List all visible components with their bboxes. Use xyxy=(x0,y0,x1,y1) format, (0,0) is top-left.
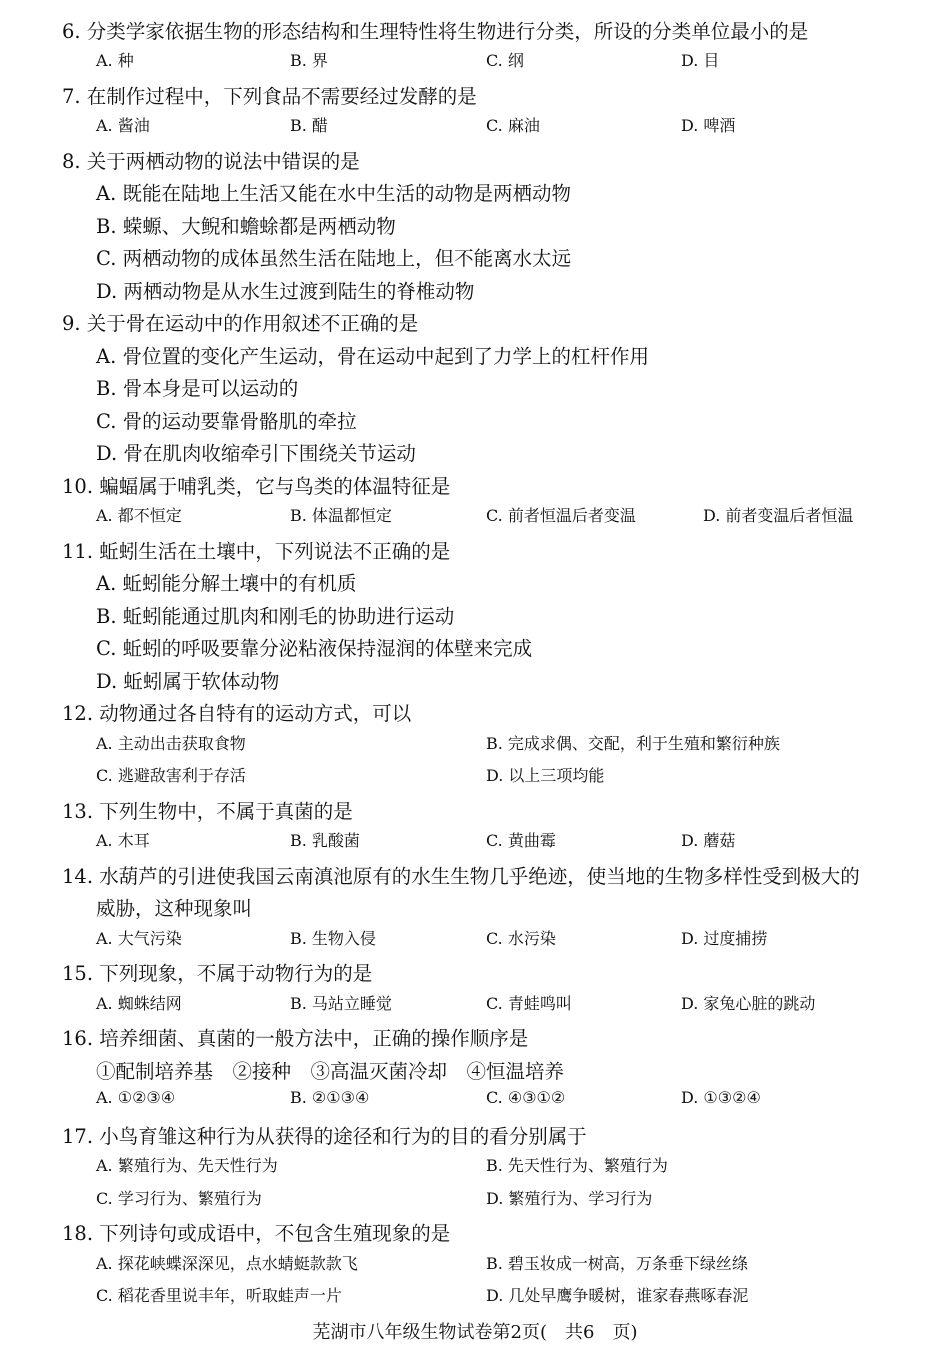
option: D. 啤酒 xyxy=(681,116,736,135)
question-13-options xyxy=(0,828,950,860)
option: C. 纲 xyxy=(486,51,524,70)
option: B. 马站立睡觉 xyxy=(290,994,392,1013)
option: A. 骨位置的变化产生运动，骨在运动中起到了力学上的杠杆作用 xyxy=(96,345,649,368)
question-6-options xyxy=(0,48,950,80)
option: B. 蚯蚓能通过肌肉和刚毛的协助进行运动 xyxy=(96,605,455,628)
option: C. 麻油 xyxy=(486,116,540,135)
option: B. 完成求偶、交配，利于生殖和繁衍种族 xyxy=(486,734,780,753)
option: B. ②①③④ xyxy=(290,1088,370,1107)
option: D. ①③②④ xyxy=(681,1088,761,1107)
option: B. 乳酸菌 xyxy=(290,831,360,850)
option: B. 蝾螈、大鲵和蟾蜍都是两栖动物 xyxy=(96,215,396,238)
question-16-stem: 16. 培养细菌、真菌的一般方法中，正确的操作顺序是 xyxy=(62,1027,529,1050)
option: C. 逃避敌害利于存活 xyxy=(96,766,246,785)
option: A. 蚯蚓能分解土壤中的有机质 xyxy=(96,572,357,595)
option: C. 骨的运动要靠骨骼肌的牵拉 xyxy=(96,410,357,433)
option: B. 醋 xyxy=(290,116,328,135)
question-10-stem: 10. 蝙蝠属于哺乳类，它与鸟类的体温特征是 xyxy=(62,475,451,498)
option: C. 蚯蚓的呼吸要靠分泌粘液保持湿润的体壁来完成 xyxy=(96,637,533,660)
option: A. 蜘蛛结网 xyxy=(96,994,182,1013)
option: A. 繁殖行为、先天性行为 xyxy=(96,1156,278,1175)
option: D. 两栖动物是从水生过渡到陆生的脊椎动物 xyxy=(96,280,475,303)
option: B. 骨本身是可以运动的 xyxy=(96,377,299,400)
option: C. 稻花香里说丰年，听取蛙声一片 xyxy=(96,1286,342,1305)
option: A. 主动出击获取食物 xyxy=(96,734,246,753)
question-13-stem: 13. 下列生物中，不属于真菌的是 xyxy=(62,800,353,823)
option: D. 繁殖行为、学习行为 xyxy=(486,1189,653,1208)
question-12-options-row2 xyxy=(0,763,950,795)
option: C. 学习行为、繁殖行为 xyxy=(96,1189,262,1208)
question-6-stem: 6. 分类学家依据生物的形态结构和生理特性将生物进行分类，所设的分类单位最小的是 xyxy=(62,20,809,43)
question-15-options xyxy=(0,991,950,1023)
option: A. 大气污染 xyxy=(96,929,182,948)
option: C. 青蛙鸣叫 xyxy=(486,994,572,1013)
option: A. 木耳 xyxy=(96,831,150,850)
option: D. 几处早鹰争暖树，谁家春燕啄春泥 xyxy=(486,1286,749,1305)
option: A. 种 xyxy=(96,51,134,70)
option: B. 碧玉妆成一树高，万条垂下绿丝绦 xyxy=(486,1254,748,1273)
question-16-steps: ①配制培养基 ②接种 ③高温灭菌冷却 ④恒温培养 xyxy=(96,1060,565,1083)
question-7-options xyxy=(0,113,950,145)
option: D. 过度捕捞 xyxy=(681,929,768,948)
question-15-stem: 15. 下列现象，不属于动物行为的是 xyxy=(62,962,373,985)
option: C. ④③①② xyxy=(486,1088,566,1107)
option: A. 酱油 xyxy=(96,116,150,135)
option: C. 黄曲霉 xyxy=(486,831,556,850)
option: B. 体温都恒定 xyxy=(290,506,392,525)
question-18-options-row2 xyxy=(0,1283,950,1315)
option: D. 蘑菇 xyxy=(681,831,736,850)
option: D. 骨在肌肉收缩牵引下围绕关节运动 xyxy=(96,442,416,465)
option: A. 都不恒定 xyxy=(96,506,182,525)
option: B. 生物入侵 xyxy=(290,929,376,948)
question-14-stem: 14. 水葫芦的引进使我国云南滇池原有的水生生物几乎绝迹，使当地的生物多样性受到极大的 xyxy=(62,865,860,888)
question-9-stem: 9. 关于骨在运动中的作用叙述不正确的是 xyxy=(62,312,419,335)
option: D. 以上三项均能 xyxy=(486,766,605,785)
question-7-stem: 7. 在制作过程中，下列食品不需要经过发酵的是 xyxy=(62,85,477,108)
question-10-options xyxy=(0,503,950,535)
question-14-stem-continued: 威胁，这种现象叫 xyxy=(96,897,253,920)
option: D. 蚯蚓属于软体动物 xyxy=(96,670,280,693)
option: D. 目 xyxy=(681,51,720,70)
question-16-options xyxy=(0,1088,950,1120)
question-11-stem: 11. 蚯蚓生活在土壤中，下列说法不正确的是 xyxy=(62,540,451,563)
option: C. 两栖动物的成体虽然生活在陆地上，但不能离水太远 xyxy=(96,247,572,270)
option: B. 先天性行为、繁殖行为 xyxy=(486,1156,668,1175)
question-17-stem: 17. 小鸟育雏这种行为从获得的途径和行为的目的看分别属于 xyxy=(62,1125,587,1148)
option: C. 水污染 xyxy=(486,929,556,948)
option: A. 探花峡蝶深深见，点水蜻蜓款款飞 xyxy=(96,1254,358,1273)
option: D. 前者变温后者恒温 xyxy=(703,506,854,525)
question-17-options-row2 xyxy=(0,1186,950,1218)
option: C. 前者恒温后者变温 xyxy=(486,506,636,525)
question-12-stem: 12. 动物通过各自特有的运动方式，可以 xyxy=(62,702,412,725)
question-18-stem: 18. 下列诗句或成语中，不包含生殖现象的是 xyxy=(62,1222,451,1245)
option: B. 界 xyxy=(290,51,328,70)
option: A. ①②③④ xyxy=(96,1088,176,1107)
option: D. 家兔心脏的跳动 xyxy=(681,994,816,1013)
question-14-options xyxy=(0,926,950,958)
question-12-options-row1 xyxy=(0,731,950,763)
question-17-options-row1 xyxy=(0,1153,950,1185)
page-footer: 芜湖市八年级生物试卷第2页( 共6 页) xyxy=(312,1322,638,1343)
question-18-options-row1 xyxy=(0,1251,950,1283)
option: A. 既能在陆地上生活又能在水中生活的动物是两栖动物 xyxy=(96,182,571,205)
question-8-stem: 8. 关于两栖动物的说法中错误的是 xyxy=(62,150,360,173)
